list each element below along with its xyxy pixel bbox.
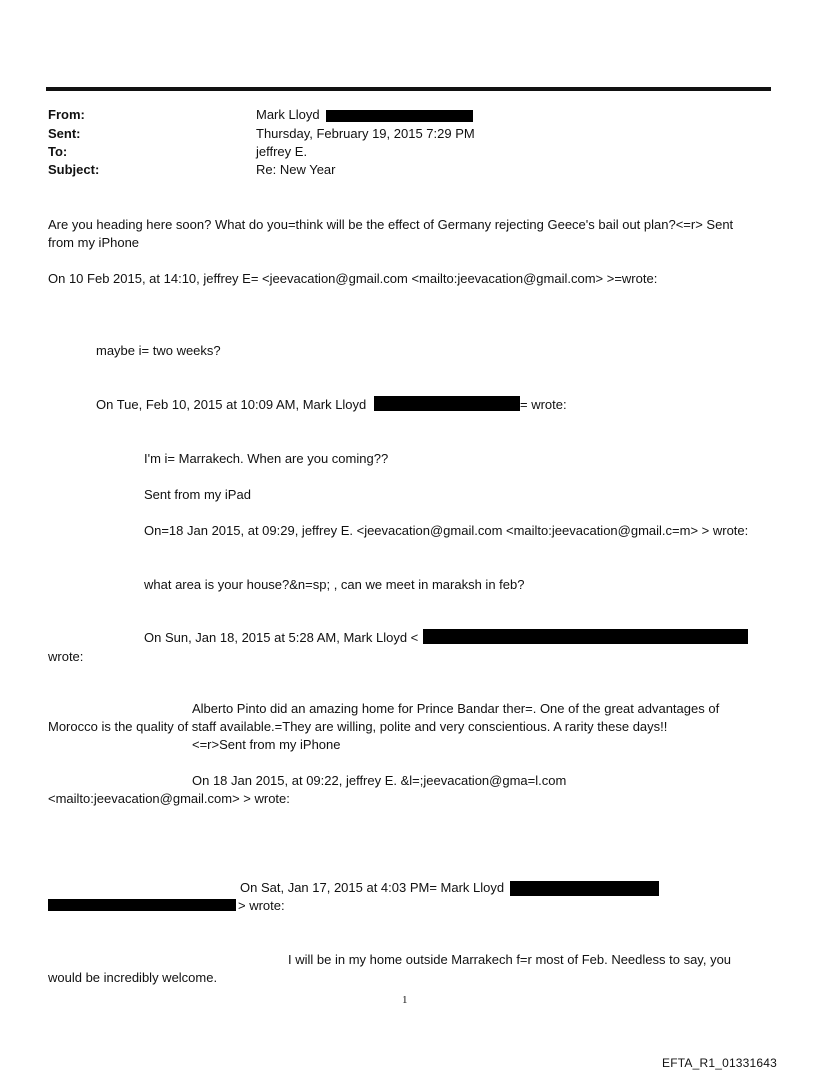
quoted-header: On Sat, Jan 17, 2015 at 4:03 PM= Mark Lloyd [240, 880, 505, 895]
quoted-text: I'm i= Marrakech. When are you coming?? [144, 451, 389, 466]
to-label: To: [48, 144, 68, 159]
quoted-header: = wrote: [520, 397, 567, 412]
quoted-text: would be incredibly welcome. [48, 970, 218, 985]
redaction-bar [326, 110, 473, 122]
page-number: 1 [402, 994, 408, 1006]
quoted-header: On Tue, Feb 10, 2015 at 10:09 AM, Mark Lloyd [96, 397, 367, 412]
quoted-header: wrote: [48, 649, 84, 664]
quoted-header: <mailto:jeevacation@gmail.com> > wrote: [48, 791, 290, 806]
body-text: from my iPhone [48, 235, 140, 250]
document-id-footer: EFTA_R1_01331643 [662, 1056, 778, 1070]
quoted-header: On=18 Jan 2015, at 09:29, jeffrey E. <jeevacation@gmail.com <mailto:jeevacation@gmail.c=m> > wrote: [144, 523, 749, 538]
quoted-header: On Sun, Jan 18, 2015 at 5:28 AM, Mark Lloyd < [144, 630, 419, 645]
quoted-text: Alberto Pinto did an amazing home for Prince Bandar ther=. One of the great advantages of [192, 701, 720, 716]
header-rule [46, 87, 771, 91]
body-text: Are you heading here soon? What do you=think will be the effect of Germany rejecting Geece's bail out plan?<=r> Sent [48, 217, 734, 232]
quoted-text: what area is your house?&n=sp; , can we meet in maraksh in feb? [144, 577, 525, 592]
redaction-bar [510, 881, 659, 896]
quoted-header: > wrote: [238, 898, 285, 913]
redaction-bar [48, 899, 236, 911]
sent-label: Sent: [48, 126, 81, 141]
quoted-text: Sent from my iPad [144, 487, 251, 502]
subject-label: Subject: [48, 162, 100, 177]
quoted-text: Morocco is the quality of staff available.=They are willing, polite and very conscientious. A rarity these days!! [48, 719, 668, 734]
quoted-text: <=r>Sent from my iPhone [192, 737, 341, 752]
quoted-text: I will be in my home outside Marrakech f=r most of Feb. Needless to say, you [288, 952, 732, 967]
quoted-header: On 18 Jan 2015, at 09:22, jeffrey E. &l=;jeevacation@gma=l.com [192, 773, 567, 788]
to-value: jeffrey E. [256, 144, 308, 159]
from-label: From: [48, 107, 85, 122]
from-value: Mark Lloyd [256, 107, 320, 122]
quoted-text: maybe i= two weeks? [96, 343, 221, 358]
quoted-header: On 10 Feb 2015, at 14:10, jeffrey E= <jeevacation@gmail.com <mailto:jeevacation@gmail.com> >=wrote: [48, 271, 658, 286]
redaction-bar [423, 629, 748, 644]
subject-value: Re: New Year [256, 162, 336, 177]
redaction-bar [374, 396, 520, 411]
sent-value: Thursday, February 19, 2015 7:29 PM [256, 126, 475, 141]
